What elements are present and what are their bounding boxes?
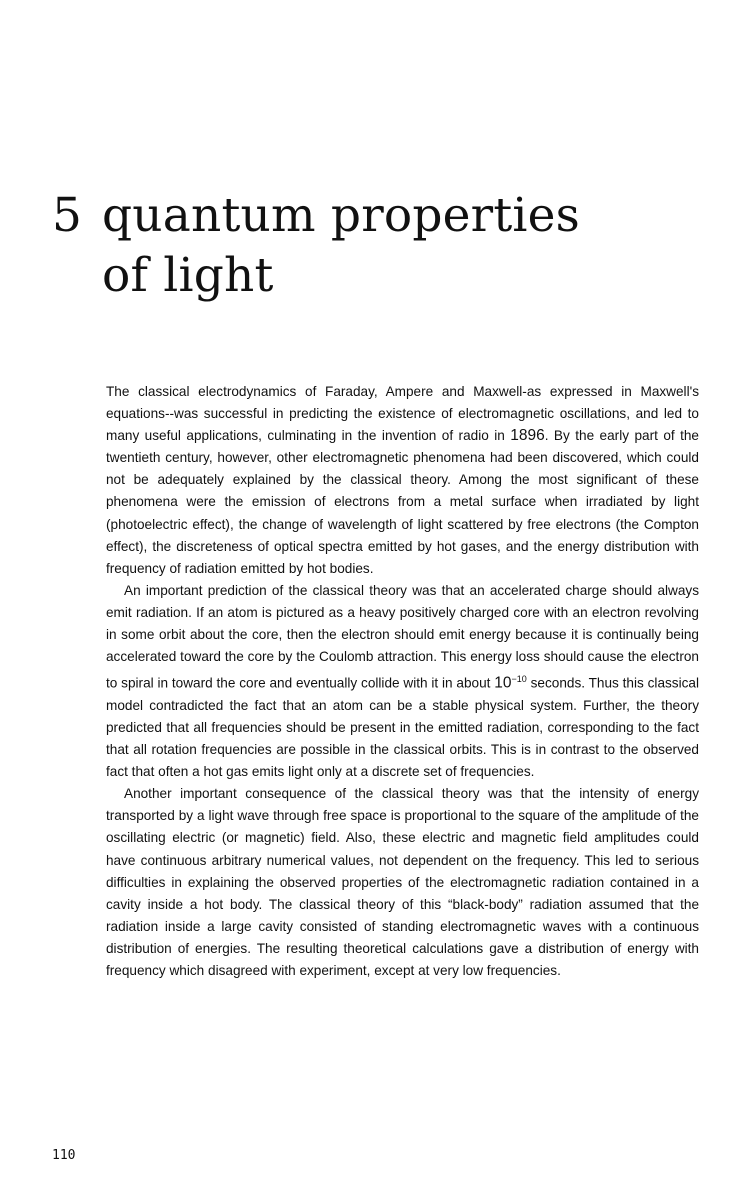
chapter-body (106, 381, 699, 982)
paragraph-2-text-a: An important prediction of the classical theory was that an accelerated charge should always emit radiation. If an atom is pictured as a heavy positively charged core with an electron revolving in some orbit about the core, then the electron should emit energy because it is continually being accelerated toward the core by the Coulomb attraction. This energy loss should cause the electron to spiral in toward the core and eventually collide with it in about (106, 582, 699, 691)
paragraph-2-text-b: seconds. Thus this classical model contradicted the fact that an atom can be a stable physical system. Further, the theory predicted that all frequencies should be present in the emitted radiation, corresponding to the fact that all rotation frequencies are possible in the classical orbits. This is in contrast to the observed fact that often a hot gas emits light only at a discrete set of frequencies. (106, 675, 699, 780)
paragraph-1 (106, 381, 699, 580)
chapter-number: 5 (52, 188, 83, 243)
page-number: 110 (52, 1148, 76, 1163)
paragraph-1-text-b: . By the early part of the twentieth century, however, other electromagnetic phenomena had been discovered, which could not be adequately explained by the classical theory. Among the most significant of these phenomena were the emission of electrons from a metal surface when irradiated by light (photoelectric effect), the change of wavelength of light scattered by free electrons (the Compton effect), the discreteness of optical spectra emitted by hot gases, and the energy distribution with frequency of radiation emitted by hot bodies. (106, 428, 699, 576)
chapter-title (52, 186, 580, 306)
paragraph-3: Another important consequence of the classical theory was that the intensity of energy transported by a light wave through free space is proportional to the square of the amplitude of the oscillating electric (or magnetic) field. Also, these electric and magnetic field amplitudes could have continuous arbitrary numerical values, not dependent on the frequency. This led to serious difficulties in explaining the observed properties of the electromagnetic radiation contained in a cavity inside a hot body. The classical theory of this “black-body” radiation assumed that the radiation inside a large cavity consisted of standing electromagnetic waves with a continuous distribution of energies. The resulting theoretical calculations gave a distribution of energy with frequency which disagreed with experiment, except at very low frequencies. (106, 786, 699, 978)
chapter-title-line-1: quantum properties (102, 188, 580, 243)
power-of-ten-exponent: −10 (511, 674, 527, 685)
paragraph-2 (106, 580, 699, 783)
year-1896: 1896 (510, 427, 545, 445)
paragraph-1-text-a: The classical electrodynamics of Faraday, Ampere and Maxwell-as expressed in Maxwell's equations--was successful in predicting the existence of electromagnetic oscillations, and led to many useful applications, culminating in the invention of radio in (106, 384, 699, 444)
power-of-ten-base: 10 (494, 674, 512, 692)
chapter-title-line-2: of light (102, 248, 274, 303)
